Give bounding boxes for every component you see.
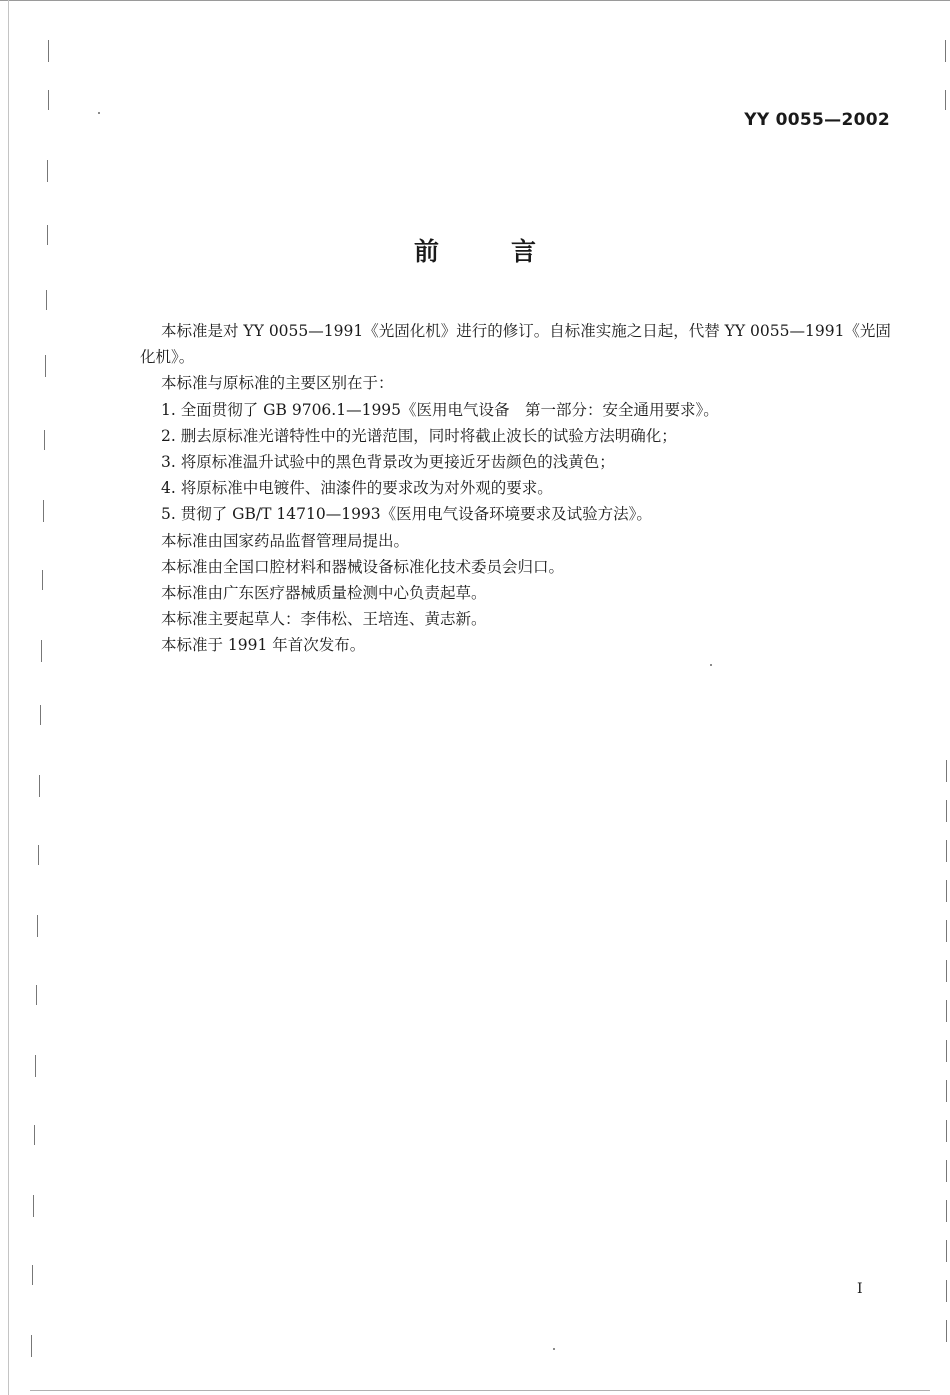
binding-mark bbox=[946, 880, 947, 902]
binding-mark bbox=[34, 1125, 35, 1145]
binding-mark bbox=[36, 985, 37, 1005]
binding-mark bbox=[946, 1040, 947, 1062]
paragraph-revision: 本标准是对 YY 0055—1991《光固化机》进行的修订。自标准实施之日起，代替 YY 0055—1991《光固化机》。 bbox=[140, 322, 891, 367]
binding-mark bbox=[40, 705, 41, 725]
binding-mark bbox=[32, 1265, 33, 1285]
binding-mark bbox=[946, 1160, 947, 1182]
paragraph-differences-intro: 本标准与原标准的主要区别在于： bbox=[161, 374, 394, 393]
binding-mark bbox=[48, 90, 49, 110]
list-item: 2. 删去原标准光谱特性中的光谱范围，同时将截止波长的试验方法明确化； bbox=[161, 426, 677, 445]
scan-speck bbox=[710, 664, 712, 666]
binding-mark bbox=[945, 90, 946, 110]
binding-mark bbox=[33, 1195, 34, 1217]
binding-mark bbox=[946, 760, 947, 782]
binding-mark bbox=[946, 1280, 947, 1302]
list-item: 1. 全面贯彻了 GB 9706.1—1995《医用电气设备 第一部分：安全通用要求》。 bbox=[161, 400, 719, 419]
paragraph-committee: 本标准由全国口腔材料和器械设备标准化技术委员会归口。 bbox=[161, 557, 565, 576]
page-number: I bbox=[857, 1281, 863, 1297]
binding-mark bbox=[946, 920, 947, 942]
binding-mark bbox=[946, 1320, 947, 1342]
paragraph-first-issue: 本标准于 1991 年首次发布。 bbox=[161, 636, 366, 655]
binding-mark bbox=[946, 1120, 947, 1142]
paragraph-drafter-org: 本标准由广东医疗器械质量检测中心负责起草。 bbox=[161, 584, 487, 603]
binding-mark bbox=[37, 915, 38, 937]
binding-mark bbox=[31, 1335, 32, 1357]
binding-mark bbox=[46, 290, 47, 310]
binding-mark bbox=[35, 1055, 36, 1077]
binding-mark bbox=[48, 40, 49, 62]
binding-mark bbox=[946, 1000, 947, 1022]
scan-speck bbox=[98, 112, 100, 114]
binding-mark bbox=[42, 570, 43, 590]
binding-mark bbox=[47, 160, 48, 182]
binding-mark bbox=[946, 800, 947, 822]
list-item: 4. 将原标准中电镀件、油漆件的要求改为对外观的要求。 bbox=[161, 479, 553, 498]
binding-mark bbox=[946, 1080, 947, 1102]
paragraph-drafters: 本标准主要起草人：李伟松、王培连、黄志新。 bbox=[161, 610, 487, 629]
list-item: 3. 将原标准温升试验中的黑色背景改为更接近牙齿颜色的浅黄色； bbox=[161, 453, 615, 472]
title-char-2: 言 bbox=[511, 237, 537, 266]
title-char-1: 前 bbox=[413, 237, 439, 266]
binding-mark bbox=[946, 1240, 947, 1262]
binding-mark bbox=[44, 430, 45, 450]
scan-left-edge bbox=[8, 0, 9, 1395]
scan-speck bbox=[553, 1348, 555, 1350]
binding-mark bbox=[41, 640, 42, 662]
list-item: 5. 贯彻了 GB/T 14710—1993《医用电气设备环境要求及试验方法》。 bbox=[161, 505, 652, 524]
binding-mark bbox=[39, 775, 40, 797]
scan-bottom-line bbox=[30, 1390, 930, 1391]
standard-code: YY 0055—2002 bbox=[744, 110, 890, 130]
binding-mark bbox=[946, 1200, 947, 1222]
binding-mark bbox=[946, 960, 947, 982]
scan-top-line bbox=[0, 0, 950, 1]
binding-mark bbox=[45, 355, 46, 377]
binding-mark bbox=[946, 840, 947, 862]
page-title bbox=[0, 232, 950, 268]
foreword-body bbox=[140, 318, 892, 659]
binding-mark bbox=[43, 500, 44, 522]
paragraph-proposer: 本标准由国家药品监督管理局提出。 bbox=[161, 531, 410, 550]
binding-mark bbox=[945, 40, 946, 62]
binding-mark bbox=[38, 845, 39, 865]
